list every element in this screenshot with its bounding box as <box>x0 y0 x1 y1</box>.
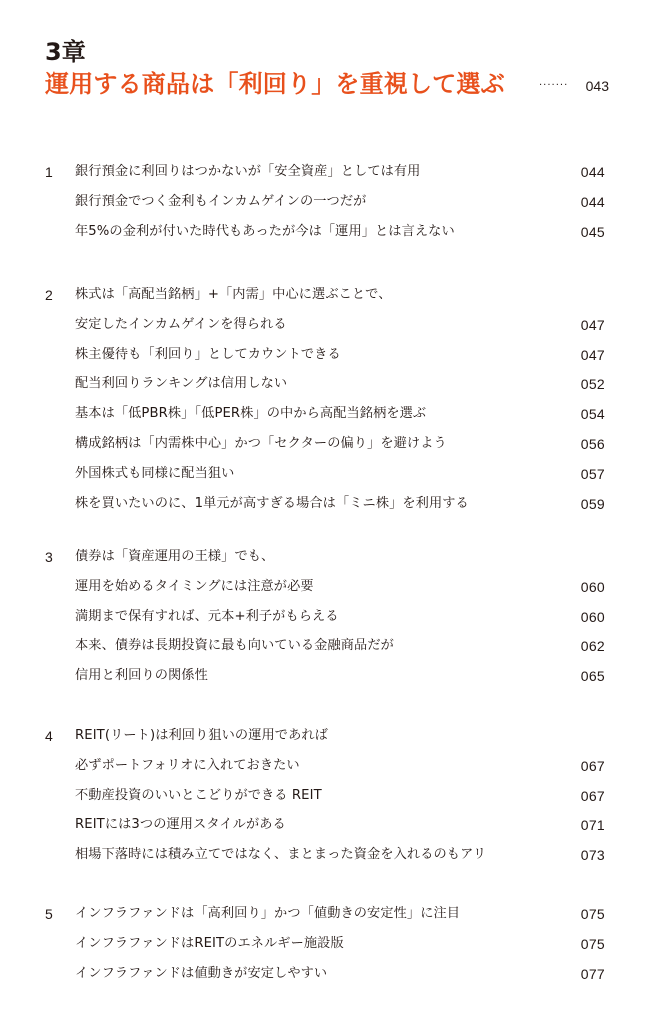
toc-entry[interactable] <box>0 576 658 598</box>
toc-page-number: 073 <box>580 847 605 864</box>
dot-leader <box>466 903 575 925</box>
toc-entry-title: 株主優待も「利回り」としてカウントできる <box>75 346 341 362</box>
dot-leader <box>293 373 575 395</box>
toc-entry[interactable] <box>0 221 658 243</box>
toc-entry-title: インフラファンドは値動きが安定しやすい <box>75 965 328 981</box>
toc-entry-title: 株を買いたいのに、1単元が高すぎる場合は「ミニ株」を利用する <box>75 495 469 511</box>
toc-entry[interactable] <box>0 433 658 455</box>
dot-leader <box>492 844 575 866</box>
toc-entry[interactable] <box>0 606 658 628</box>
toc-entry-title: 年5%の金利が付いた時代もあったが今は「運用」とは言えない <box>75 223 455 239</box>
toc-entry[interactable] <box>0 493 658 515</box>
toc-page-number: 060 <box>580 578 605 595</box>
toc-entry-title: 不動産投資のいいとこどりができる REIT <box>75 787 322 803</box>
toc-page-number: 060 <box>580 608 605 625</box>
toc-page-number: 052 <box>580 376 605 393</box>
toc-page-number: 075 <box>580 935 605 952</box>
toc-entry-row <box>75 576 605 598</box>
toc-page-number: 044 <box>580 193 605 210</box>
toc-entry-title: 株式は「高配当銘柄」+「内需」中心に選ぶことで、 <box>75 287 392 302</box>
toc-entry-title: REIT(リート)は利回り狙いの運用であれば <box>75 728 328 743</box>
toc-page-number: 077 <box>580 965 605 982</box>
chapter-title: 運用する商品は「利回り」を重視して選ぶ <box>45 70 505 98</box>
dot-leader <box>453 433 575 455</box>
toc-page-number: 065 <box>580 668 605 685</box>
dot-leader <box>214 665 575 687</box>
toc-entry[interactable] <box>0 546 658 568</box>
toc-entry[interactable] <box>0 284 658 306</box>
toc-entry[interactable] <box>0 403 658 425</box>
dot-leader <box>347 344 575 366</box>
toc-entry-row <box>75 191 605 213</box>
toc-entry-row <box>75 785 605 807</box>
toc-entry-title: インフラファンドは「高利回り」かつ「値動きの安定性」に注目 <box>75 906 461 921</box>
section-number: 5 <box>45 906 53 922</box>
section-number: 2 <box>45 287 53 303</box>
chapter-dot-leader: ······· <box>539 80 569 91</box>
toc-entry-row <box>75 344 605 366</box>
toc-entry[interactable] <box>0 635 658 657</box>
dot-leader <box>292 814 575 836</box>
toc-entry-row <box>75 314 605 336</box>
dot-leader <box>400 635 575 657</box>
dot-leader <box>320 576 575 598</box>
toc-entry-title: 相場下落時には積み立てではなく、まとまった資金を入れるのもアリ <box>75 847 487 863</box>
toc-entry-title: 配当利回りランキングは信用しない <box>75 376 288 392</box>
chapter-page-number: 043 <box>585 78 609 94</box>
toc-entry-title: 本来、債券は長期投資に最も向いている金融商品だが <box>75 638 394 654</box>
toc-entry-title: REITには3つの運用スタイルがある <box>75 817 286 833</box>
toc-page-number: 054 <box>580 406 605 423</box>
toc-entry[interactable] <box>0 933 658 955</box>
toc-entry-row <box>75 221 605 243</box>
section-number: 1 <box>45 164 53 180</box>
dot-leader <box>461 221 575 243</box>
toc-entry-title: 満期まで保有すれば、元本+利子がもらえる <box>75 608 339 624</box>
toc-entry-row <box>75 463 605 485</box>
toc-entry-row <box>75 161 605 183</box>
toc-entry[interactable] <box>0 314 658 336</box>
dot-leader <box>240 463 574 485</box>
toc-entry-row <box>75 433 605 455</box>
toc-entry[interactable] <box>0 903 658 925</box>
dot-leader <box>350 933 575 955</box>
toc-entry[interactable] <box>0 463 658 485</box>
toc-page-number: 047 <box>580 346 605 363</box>
toc-entry-title: インフラファンドはREITのエネルギー施設版 <box>75 935 344 951</box>
toc-entry[interactable] <box>0 963 658 985</box>
toc-entry[interactable] <box>0 191 658 213</box>
toc-entry-row <box>75 755 605 777</box>
toc-entry-title: 運用を始めるタイミングには注意が必要 <box>75 578 314 594</box>
toc-entry-row <box>75 844 605 866</box>
toc-entry-row <box>75 903 605 925</box>
toc-page-number: 071 <box>580 817 605 834</box>
toc-entry-title: 基本は「低PBR株」「低PER株」の中から高配当銘柄を選ぶ <box>75 406 427 422</box>
toc-entry-title: 債券は「資産運用の王様」でも、 <box>75 549 275 564</box>
toc-entry[interactable] <box>0 814 658 836</box>
chapter-label: 3章 <box>45 38 86 66</box>
toc-entry-row <box>75 665 605 687</box>
toc-entry-title: 銀行預金に利回りはつかないが「安全資産」としては有用 <box>75 164 421 179</box>
toc-entry-row <box>75 373 605 395</box>
toc-entry[interactable] <box>0 161 658 183</box>
section-number: 4 <box>45 728 53 744</box>
toc-page-number: 059 <box>580 495 605 512</box>
toc-page-number: 067 <box>580 757 605 774</box>
dot-leader <box>426 161 574 183</box>
toc-entry-row <box>75 933 605 955</box>
section-number: 3 <box>45 549 53 565</box>
toc-page-number: 044 <box>580 164 605 180</box>
toc-entry-row <box>75 403 605 425</box>
toc-page-number: 057 <box>580 465 605 482</box>
toc-entry[interactable] <box>0 725 658 747</box>
dot-leader <box>372 191 574 213</box>
toc-entry-row <box>75 635 605 657</box>
toc-page-number: 056 <box>580 436 605 452</box>
dot-leader <box>293 314 575 336</box>
toc-page-number: 045 <box>580 223 605 240</box>
toc-entry[interactable] <box>0 755 658 777</box>
toc-entry-title: 必ずポートフォリオに入れておきたい <box>75 757 300 773</box>
toc-page-number: 067 <box>580 787 605 804</box>
dot-leader <box>432 403 575 425</box>
dot-leader <box>333 963 575 985</box>
dot-leader <box>306 755 575 777</box>
chapter-title-row <box>45 68 615 100</box>
toc-entry-row <box>75 284 605 306</box>
toc-entry-row <box>75 725 605 747</box>
toc-entry-title: 構成銘柄は「内需株中心」かつ「セクターの偏り」を避けよう <box>75 436 447 451</box>
toc-entry-row <box>75 493 605 515</box>
toc-entry-title: 外国株式も同様に配当狙い <box>75 465 235 481</box>
toc-entry[interactable] <box>0 344 658 366</box>
toc-entry-title: 安定したインカムゲインを得られる <box>75 316 287 332</box>
toc-page-number: 075 <box>580 906 605 922</box>
toc-entry-row <box>75 814 605 836</box>
toc-entry-title: 銀行預金でつく金利もインカムゲインの一つだが <box>75 193 367 209</box>
toc-entry-title: 信用と利回りの関係性 <box>75 668 208 684</box>
toc-entry-row <box>75 606 605 628</box>
dot-leader <box>328 785 575 807</box>
dot-leader <box>345 606 575 628</box>
toc-entry[interactable] <box>0 665 658 687</box>
toc-entry[interactable] <box>0 373 658 395</box>
toc-entry-row <box>75 546 605 568</box>
toc-entry[interactable] <box>0 844 658 866</box>
toc-entry-row <box>75 963 605 985</box>
toc-page-number: 062 <box>580 638 605 655</box>
dot-leader <box>475 493 575 515</box>
toc-page-number: 047 <box>580 316 605 333</box>
toc-entry[interactable] <box>0 785 658 807</box>
